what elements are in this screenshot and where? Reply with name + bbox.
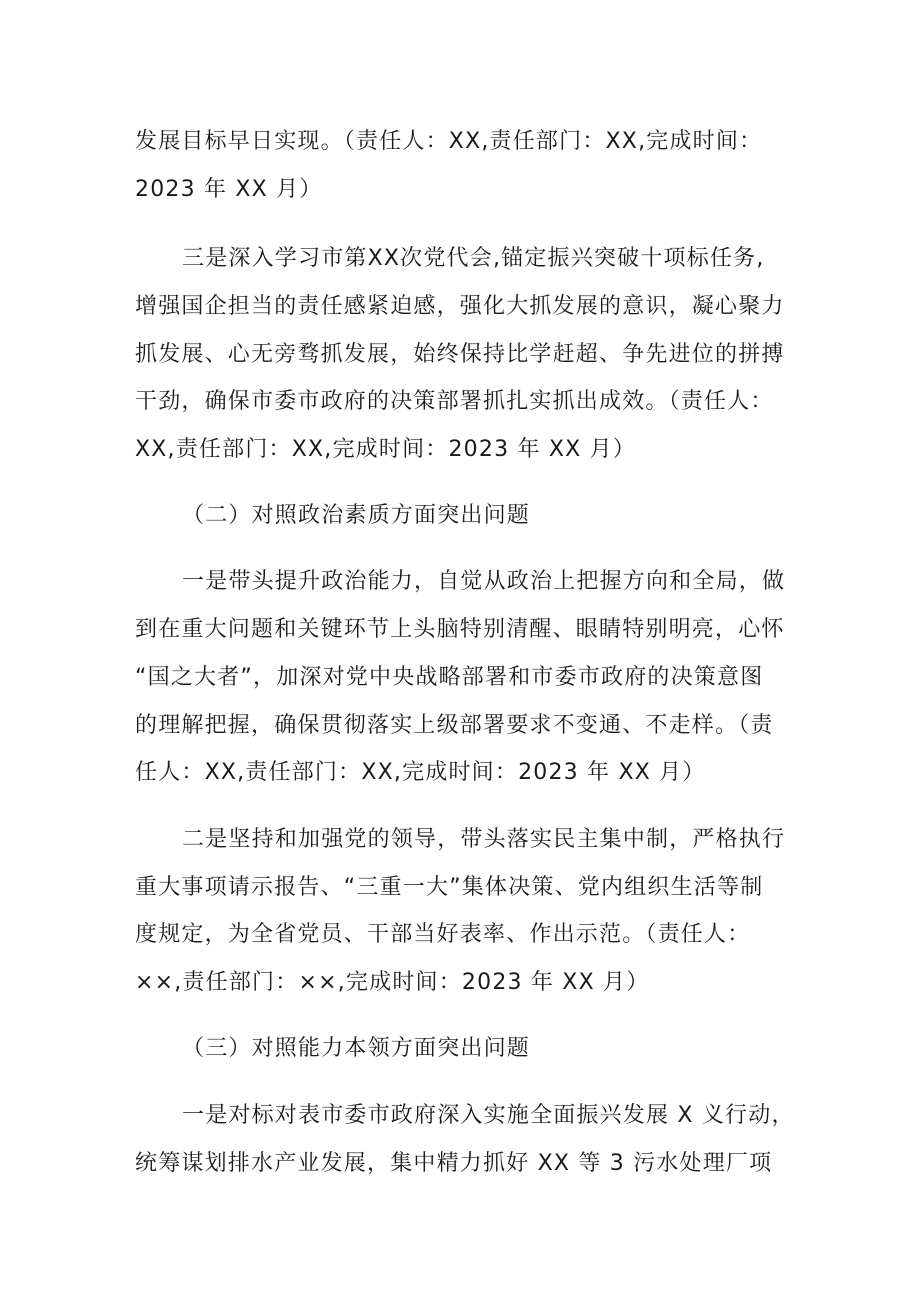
paragraph-2-line-3: 抓发展、心无旁骛抓发展，始终保持比学赶超、争先进位的拼搏 [135, 342, 785, 367]
paragraph-1-line-2: 2023 年 XX 月） [135, 177, 323, 202]
paragraph-5-line-2: 统筹谋划排水产业发展，集中精力抓好 XX 等 3 污水处理厂项 [135, 1151, 773, 1176]
paragraph-4-line-2: 重大事项请示报告、“三重一大”集体决策、党内组织生活等制 [135, 875, 764, 900]
paragraph-2-line-5: XX,责任部门：XX,完成时间：2023 年 XX 月） [135, 437, 636, 462]
paragraph-3-line-3: “国之大者”，加深对党中央战略部署和市委市政府的决策意图 [135, 665, 764, 690]
paragraph-3-line-4: 的理解把握，确保贯彻落实上级部署要求不变通、不走样。（责 [135, 713, 774, 738]
paragraph-2-line-2: 增强国企担当的责任感紧迫感，强化大抓发展的意识，凝心聚力 [135, 294, 785, 319]
paragraph-4-line-4: ××,责任部门：××,完成时间：2023 年 XX 月） [135, 970, 650, 995]
section-heading-2: （二）对照政治素质方面突出问题 [182, 503, 531, 528]
paragraph-5-line-1: 一是对标对表市委市政府深入实施全面振兴发展 X 义行动， [182, 1103, 795, 1128]
paragraph-4-line-1: 二是坚持和加强党的领导，带头落实民主集中制，严格执行 [182, 827, 786, 852]
paragraph-3-line-2: 到在重大问题和关键环节上头脑特别清醒、眼睛特别明亮，心怀 [135, 617, 785, 642]
paragraph-2-line-1: 三是深入学习市第XX次党代会,锚定振兴突破十项标任务, [182, 246, 765, 271]
paragraph-3-line-5: 任人：XX,责任部门：XX,完成时间：2023 年 XX 月） [135, 760, 706, 785]
section-heading-3: （三）对照能力本领方面突出问题 [182, 1036, 531, 1061]
paragraph-4-line-3: 度规定，为全省党员、干部当好表率、作出示范。（责任人： [135, 922, 751, 947]
paragraph-3-line-1: 一是带头提升政治能力，自觉从政治上把握方向和全局，做 [182, 569, 786, 594]
paragraph-2-line-4: 干劲，确保市委市政府的决策部署抓扎实抓出成效。（责任人： [135, 389, 774, 414]
paragraph-1-line-1: 发展目标早日实现。（责任人：XX,责任部门：XX,完成时间： [135, 129, 763, 154]
